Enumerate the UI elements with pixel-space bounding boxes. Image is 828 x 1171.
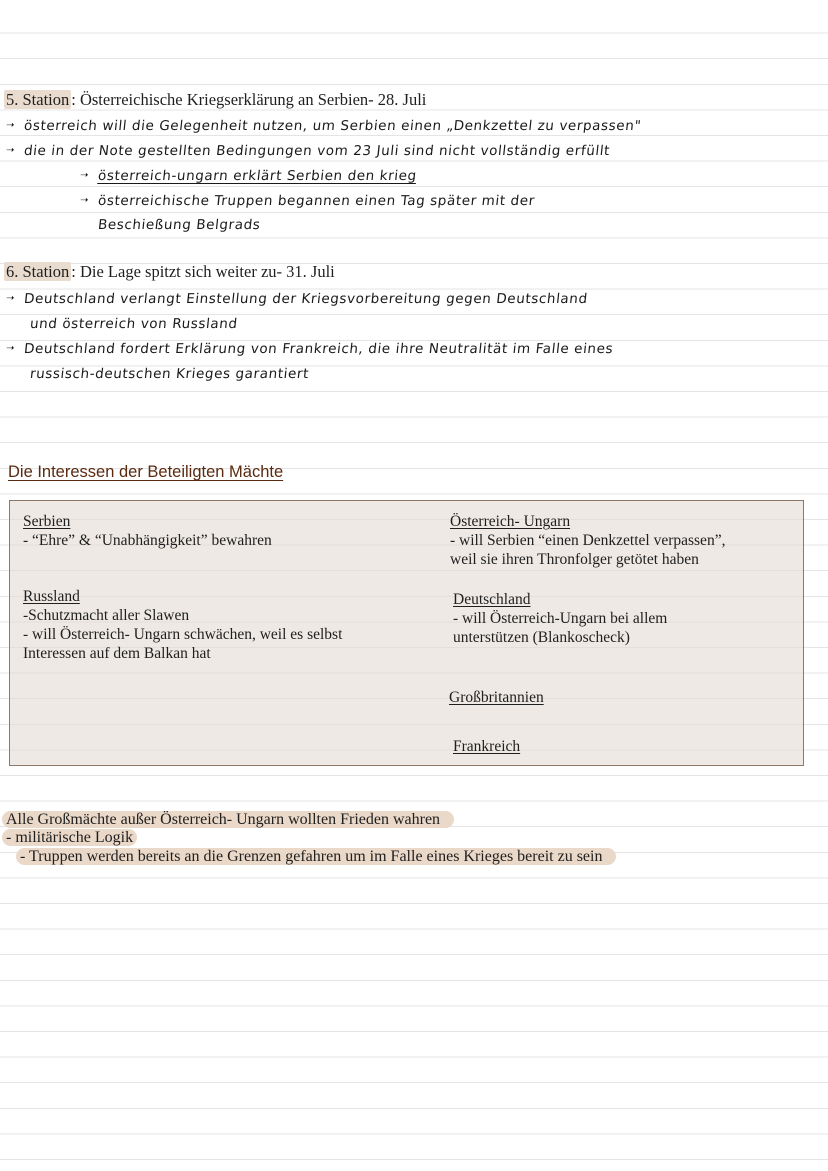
note-line: ➝ Deutschland verlangt Einstellung der Kriegsvorbereitung gegen Deutschland bbox=[5, 291, 589, 307]
station-5-heading bbox=[4, 90, 426, 110]
right-arrow-icon: ➝ bbox=[79, 170, 90, 181]
station-5-title: : Österreichische Kriegserklärung an Serbien- 28. Juli bbox=[71, 90, 427, 109]
germany-title: Deutschland bbox=[453, 591, 531, 608]
right-arrow-icon: ➝ bbox=[5, 145, 16, 156]
note-line: ➝ österreich will die Gelegenheit nutzen, um Serbien einen „Denkzettel zu verpassen" bbox=[5, 118, 643, 134]
germany-cell: Deutschland - will Österreich-Ungarn bei allem unterstützen (Blankoscheck) bbox=[453, 591, 668, 646]
summary-line-3: - Truppen werden bereits an die Grenzen gefahren um im Falle eines Krieges bereit zu sein bbox=[16, 848, 616, 866]
station-6-heading bbox=[4, 262, 335, 282]
note-line: ➝ die in der Note gestellten Bedingungen vom 23 Juli sind nicht vollständig erfüllt bbox=[5, 143, 611, 159]
station-5-label: 5. Station bbox=[6, 90, 70, 109]
russia-title: Russland bbox=[23, 588, 80, 605]
station-6-title: : Die Lage spitzt sich weiter zu- 31. Juli bbox=[71, 262, 335, 281]
serbia-title: Serbien bbox=[23, 513, 71, 530]
austria-cell: Österreich- Ungarn - will Serbien “einen Denkzettel verpassen”, weil sie ihren Thronfolger getötet haben bbox=[450, 513, 726, 568]
serbia-cell: Serbien - “Ehre” & “Unabhängigkeit” bewahren bbox=[23, 513, 272, 549]
station-6-label: 6. Station bbox=[6, 262, 70, 281]
russia-cell: Russland -Schutzmacht aller Slawen - will Österreich- Ungarn schwächen, weil es selbst Interessen auf dem Balkan hat bbox=[23, 588, 343, 662]
france-title: Frankreich bbox=[453, 738, 521, 755]
note-line: ➝ Deutschland fordert Erklärung von Frankreich, die ihre Neutralität im Falle eines bbox=[5, 341, 615, 357]
britain-cell bbox=[449, 688, 544, 707]
sub-note-line: ➝ österreich-ungarn erklärt Serbien den krieg bbox=[79, 168, 418, 184]
right-arrow-icon: ➝ bbox=[5, 120, 16, 131]
france-cell bbox=[453, 737, 520, 756]
britain-title: Großbritannien bbox=[449, 689, 544, 706]
austria-title: Österreich- Ungarn bbox=[450, 513, 571, 530]
sub-note-line: ➝ österreichische Truppen begannen einen Tag später mit der bbox=[79, 193, 536, 209]
sub-note-line: Beschießung Belgrads bbox=[97, 217, 262, 233]
interests-heading: Die Interessen der Beteiligten Mächte bbox=[8, 463, 284, 481]
summary-line-1: Alle Großmächte außer Österreich- Ungarn wollten Frieden wahren bbox=[2, 811, 454, 829]
note-line-continuation: russisch-deutschen Krieges garantiert bbox=[29, 366, 310, 382]
note-line-continuation: und österreich von Russland bbox=[29, 316, 239, 332]
interests-table bbox=[9, 500, 804, 766]
right-arrow-icon: ➝ bbox=[5, 343, 16, 354]
right-arrow-icon: ➝ bbox=[79, 195, 90, 206]
summary-line-2: - militärische Logik bbox=[2, 829, 137, 847]
right-arrow-icon: ➝ bbox=[5, 293, 16, 304]
